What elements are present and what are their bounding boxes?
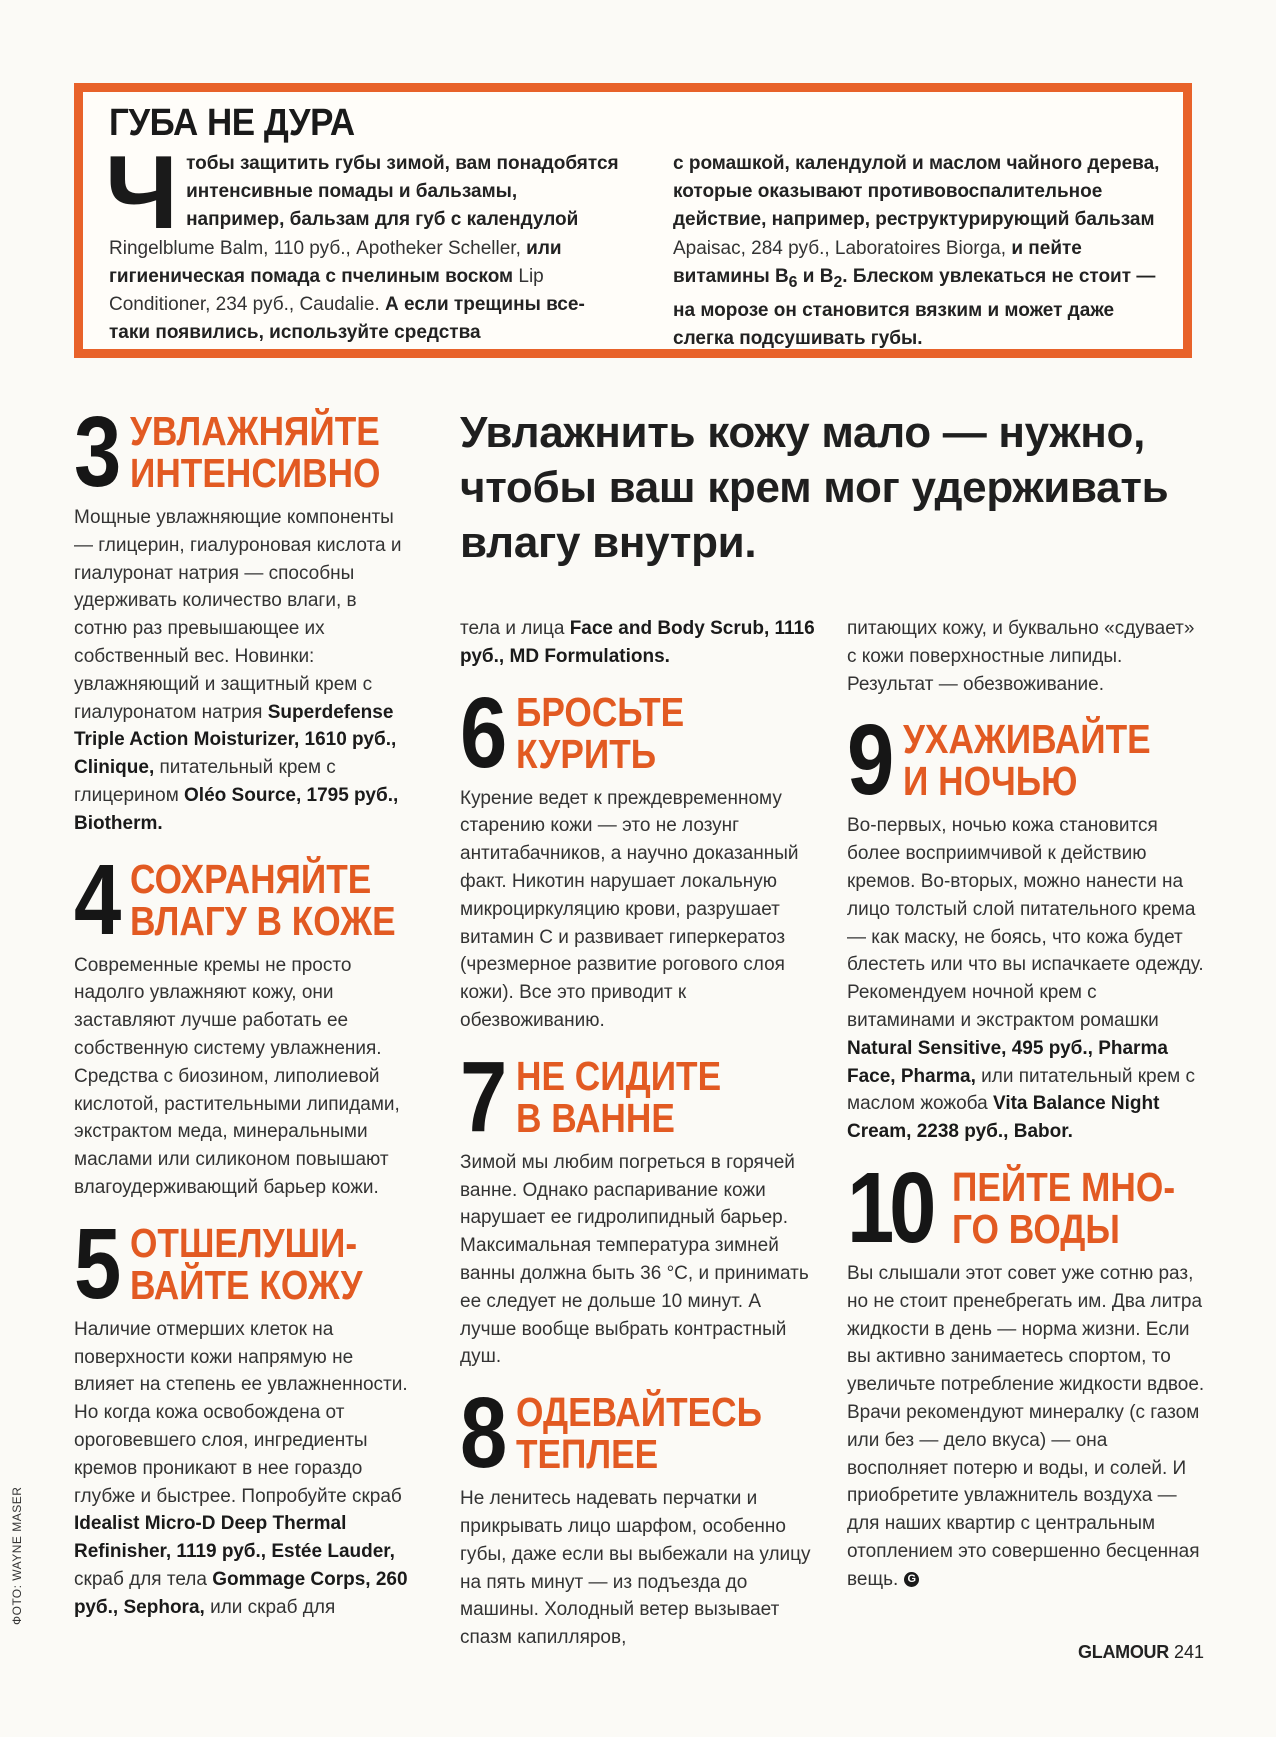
section-title-line-1: СОХРАНЯЙТЕ bbox=[129, 855, 371, 902]
section-body bbox=[460, 785, 820, 1035]
section-number: 5 bbox=[74, 1207, 117, 1320]
section-body bbox=[74, 504, 414, 838]
text-run: скраб для тела bbox=[74, 1568, 213, 1590]
text-run: Вы слышали этот совет уже сотню раз, но не стоит пренебрегать им. Два литра жидкости в день — норма жизни. Если вы активно занимаетесь спортом, то увеличьте потребление жидкости вдвое. Врачи рекомендуют минералку (с газом или без — дело вкуса) — она восполняет потерю и воды, и солей. И приобретите увлажнитель воздуха — для наших квартир с центральным отоплением это совершенно бесценная вещь. bbox=[847, 1262, 1205, 1590]
section-body bbox=[847, 615, 1207, 698]
section-title-line-2: ВЛАГУ В КОЖЕ bbox=[129, 897, 396, 944]
section-number: 10 bbox=[847, 1151, 932, 1264]
section-title-line-1: ОДЕВАЙТЕСЬ bbox=[515, 1389, 762, 1436]
drop-cap: Ч bbox=[105, 135, 179, 251]
section-title-line-2: ТЕПЛЕЕ bbox=[515, 1431, 658, 1478]
bold-text-run: Natural Sensitive, 495 руб., Pharma Face, Pharma, bbox=[847, 1037, 1168, 1087]
section-title-line-2: ВАЙТЕ КОЖУ bbox=[129, 1261, 363, 1308]
bold-text-run: и В bbox=[797, 265, 834, 287]
bold-text-run: с ромашкой, календулой и маслом чайного дерева, которые оказывают противовоспалительное действие, например, реструктурирующий бальзам bbox=[673, 153, 1160, 231]
section-body bbox=[74, 952, 414, 1202]
section-title-line-2: КУРИТЬ bbox=[515, 730, 656, 777]
box-column-right bbox=[673, 150, 1173, 353]
photo-credit: ФОТО: WAYNE MASER bbox=[10, 1486, 24, 1625]
section-title-line-2: И НОЧЬЮ bbox=[902, 758, 1078, 805]
text-run: Наличие отмерших клеток на поверхности кожи напрямую не влияет на степень ее увлажненности. Но когда кожа освобождена от ороговевшего слоя, ингредиенты кремов проникают в нее гораздо глубже и быстрее. Попробуйте скраб bbox=[74, 1318, 408, 1507]
section-title-line-1: ПЕЙТЕ МНО- bbox=[952, 1163, 1176, 1210]
bold-text-run: . Блеском увлекаться не стоит — на морозе он становится вязким и может даже слегка подсушивать губы. bbox=[673, 265, 1156, 350]
page-footer bbox=[1078, 1642, 1204, 1663]
section-number: 8 bbox=[460, 1377, 503, 1490]
column-2 bbox=[460, 615, 820, 1666]
text-run: Во-первых, ночью кожа становится более восприимчивой к действию кремов. Во-вторых, можно нанести на лицо толстый слой питательного крема — как маску, не боясь, что кожа будет блестеть или что вы испачкаете одежду. Рекомендуем ночной крем с витаминами и экстрактом ромашки bbox=[847, 815, 1204, 1031]
section-title bbox=[515, 1052, 721, 1141]
section-heading bbox=[74, 843, 414, 956]
section-title-line-1: НЕ СИДИТЕ bbox=[515, 1052, 721, 1099]
section-body bbox=[460, 1485, 820, 1652]
section-heading bbox=[74, 1207, 414, 1320]
end-of-article-icon: G bbox=[904, 1572, 919, 1587]
box-column-left bbox=[105, 135, 619, 347]
section-7 bbox=[460, 1040, 820, 1371]
section-heading bbox=[847, 704, 1207, 817]
lip-care-box bbox=[74, 83, 1192, 358]
section-10 bbox=[847, 1151, 1207, 1594]
section-heading bbox=[460, 1040, 820, 1153]
section-number: 9 bbox=[847, 704, 890, 817]
section-title bbox=[952, 1163, 1176, 1252]
bold-text-run: Idealist Micro-D Deep Thermal Refinisher, 1119 руб., Estée Lauder, bbox=[74, 1513, 395, 1563]
section-title-line-2: ГО ВОДЫ bbox=[952, 1205, 1121, 1252]
section-heading bbox=[74, 396, 414, 508]
bold-text-run: Oléo Source, 1795 руб., Biotherm. bbox=[74, 784, 399, 834]
section-title-line-2: ИНТЕНСИВНО bbox=[129, 450, 381, 496]
section-title bbox=[902, 716, 1151, 805]
magazine-name: GLAMOUR bbox=[1078, 1642, 1169, 1662]
text-run: или питательный крем с маслом жожоба bbox=[847, 1065, 1195, 1115]
text-run: Apaisac, 284 руб., Laboratoires Biorga, bbox=[673, 237, 1012, 259]
bold-text-run: Gommage Corps, 260 руб., Sephora, bbox=[74, 1568, 408, 1618]
bold-text-run: А если трещины все-таки появились, используйте средства bbox=[109, 294, 585, 344]
box-title: ГУБА НЕ ДУРА bbox=[109, 102, 355, 144]
section-body bbox=[460, 615, 820, 671]
section-number: 6 bbox=[460, 676, 503, 789]
box-left-text bbox=[109, 153, 619, 343]
text-run: Мощные увлажняющие компоненты — глицерин, гиалуроновая кислота и гиалуронат натрия — способны удерживать количество влаги, в сотню раз превышающее их собственный вес. Новинки: увлажняющий и защитный крем с гиалуронатом натрия bbox=[74, 507, 402, 723]
bold-text-run: тобы защитить губы зимой, вам понадобятся интенсивные помады и бальзамы, например, бальзам для губ с календулой bbox=[186, 153, 619, 231]
bold-text-run: Face and Body Scrub, 1116 руб., MD Formulations. bbox=[460, 618, 815, 667]
page-number: 241 bbox=[1173, 1642, 1204, 1662]
bold-text-run: и пейте витамины В bbox=[673, 237, 1082, 287]
text-run: Современные кремы не просто надолго увлажняют кожу, они заставляют лучше работать ее собственную систему увлажнения. Средства с биозином, липолиевой кислотой, растительными липидами, экстрактом меда, минеральными маслами или силиконом повышают влагоудерживающий барьер кожи. bbox=[74, 954, 400, 1198]
section-4 bbox=[74, 843, 414, 1202]
section-title bbox=[515, 688, 684, 777]
pull-quote: Увлажнить кожу мало — нужно, чтобы ваш крем мог удерживать влагу внутри. bbox=[460, 408, 1169, 567]
section-8-continued bbox=[847, 615, 1207, 698]
text-run: питающих кожу, и буквально «сдувает» с кожи поверхностные липиды. Результат — обезвоживание. bbox=[847, 618, 1195, 695]
text-run: тела и лица bbox=[460, 618, 570, 639]
text-run: Зимой мы любим погреться в горячей ванне. Однако распаривание кожи нарушает ее гидролипидный барьер. Максимальная температура зимней ванны должна быть 36 °С, и принимать ее следует не дольше 10 минут. А лучше вообще выбрать контрастный душ. bbox=[460, 1151, 809, 1368]
text-run: или скраб для bbox=[204, 1596, 336, 1618]
section-6 bbox=[460, 676, 820, 1035]
section-body bbox=[847, 1260, 1207, 1594]
section-title bbox=[515, 1389, 762, 1478]
section-number: 4 bbox=[74, 843, 117, 956]
bold-text-run: Vita Balance Night Cream, 2238 руб., Babor. bbox=[847, 1093, 1160, 1143]
column-1 bbox=[74, 396, 414, 1636]
section-5-continued bbox=[460, 615, 820, 671]
section-title-line-1: УВЛАЖНЯЙТЕ bbox=[129, 408, 380, 454]
section-body bbox=[74, 1316, 414, 1622]
section-title-line-1: БРОСЬТЕ bbox=[515, 688, 684, 735]
section-9 bbox=[847, 704, 1207, 1146]
section-body bbox=[460, 1149, 820, 1371]
section-heading bbox=[460, 1377, 820, 1490]
section-title-line-2: В ВАННЕ bbox=[515, 1094, 675, 1141]
section-5 bbox=[74, 1207, 414, 1622]
text-run: питательный крем с глицерином bbox=[74, 757, 336, 806]
section-body bbox=[847, 812, 1207, 1146]
section-title bbox=[129, 1219, 363, 1308]
bold-text-run: 6 bbox=[788, 273, 798, 291]
text-run: Не ленитесь надевать перчатки и прикрывать лицо шарфом, особенно губы, даже если вы выбежали на улицу на пять минут — из подъезда до машины. Холодный ветер вызывает спазм капилляров, bbox=[460, 1488, 811, 1649]
section-title-line-1: УХАЖИВАЙТЕ bbox=[902, 716, 1151, 763]
section-number: 3 bbox=[74, 396, 117, 508]
bold-text-run: 2 bbox=[833, 273, 843, 291]
section-number: 7 bbox=[460, 1040, 503, 1153]
section-heading bbox=[847, 1151, 1207, 1264]
text-run: Курение ведет к преждевременному старению кожи — это не лозунг антитабачников, а научно доказанный факт. Никотин нарушает локальную микроциркуляцию крови, разрушает витамин С и развивает гиперкератоз (чрезмерное развитие рогового слоя кожи). Все это приводит к обезвоживанию. bbox=[460, 787, 799, 1031]
section-title-line-1: ОТШЕЛУШИ- bbox=[129, 1219, 357, 1266]
section-3 bbox=[74, 396, 414, 838]
text-run: Ringelblume Balm, 110 руб., Apotheker Scheller, bbox=[109, 237, 527, 259]
text-run: Lip Conditioner, 234 руб., Caudalie. bbox=[109, 265, 544, 316]
section-heading bbox=[460, 676, 820, 789]
column-3 bbox=[847, 615, 1207, 1608]
section-8 bbox=[460, 1377, 820, 1652]
bold-text-run: или гигиеническая помада с пчелиным воском bbox=[109, 237, 562, 287]
section-title bbox=[130, 410, 380, 494]
section-title bbox=[129, 855, 396, 944]
bold-text-run: Superdefense Triple Action Moisturizer, 1610 руб., Clinique, bbox=[74, 701, 397, 779]
